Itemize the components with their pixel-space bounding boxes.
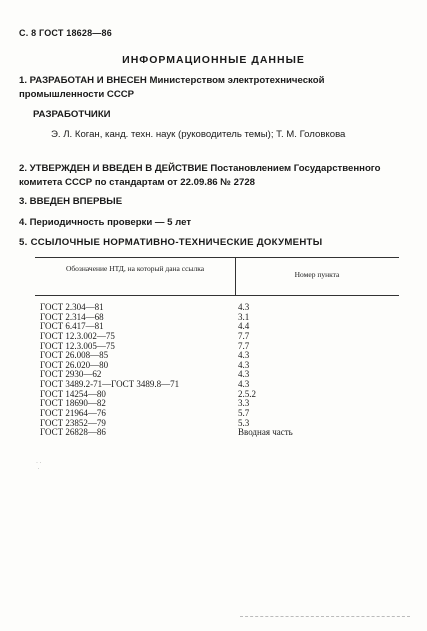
clause-cell: 7.7 (238, 330, 250, 341)
clause-cell: 4.3 (238, 302, 250, 312)
page-title: ИНФОРМАЦИОННЫЕ ДАННЫЕ (122, 54, 305, 66)
document-cell: ГОСТ 26828—86 (40, 427, 106, 438)
clause-cell: 7.7 (238, 340, 250, 351)
document-cell: ГОСТ 2.304—81 (40, 302, 104, 312)
document-cell: ГОСТ 21964—76 (40, 408, 106, 419)
developers-names: Э. Л. Коган, канд. техн. наук (руководитель темы); Т. М. Головкова (51, 129, 346, 140)
section-1-heading: 1. РАЗРАБОТАН И ВНЕСЕН (19, 75, 147, 86)
table-row (35, 428, 399, 438)
section-2 (19, 162, 411, 190)
document-cell: ГОСТ 12.3.005—75 (40, 340, 115, 351)
document-cell: ГОСТ 2.314—68 (40, 311, 104, 322)
clause-cell: 3.1 (238, 311, 250, 322)
table-body (35, 303, 399, 438)
table-header (35, 257, 399, 296)
column-header-clause: Номер пункта (294, 270, 340, 279)
scan-specks: · · · (36, 460, 42, 472)
page-header: С. 8 ГОСТ 18628—86 (19, 28, 112, 38)
document-cell: ГОСТ 23852—79 (40, 417, 106, 428)
section-1-text: Министерством электротехнической промышленности СССР (19, 75, 325, 100)
clause-cell: 4.4 (238, 321, 250, 332)
column-header-document: Обозначение НТД, на который дана ссылка (65, 264, 205, 273)
section-2-heading: 2. УТВЕРЖДЕН И ВВЕДЕН В ДЕЙСТВИЕ (19, 163, 208, 174)
clause-cell: 5.3 (238, 417, 250, 428)
document-cell: ГОСТ 12.3.002—75 (40, 330, 115, 341)
clause-cell: 4.3 (238, 359, 250, 370)
section-3: 3. ВВЕДЕН ВПЕРВЫЕ (19, 196, 123, 207)
clause-cell: 4.3 (238, 369, 250, 380)
clause-cell: 4.3 (238, 350, 250, 361)
document-cell: ГОСТ 3489.2-71—ГОСТ 3489.8—71 (40, 379, 180, 390)
developers-heading: РАЗРАБОТЧИКИ (33, 109, 111, 120)
scan-edge-marks (240, 616, 410, 617)
clause-cell: 4.3 (238, 379, 250, 390)
clause-cell: 5.7 (238, 408, 250, 419)
section-5: 5. ССЫЛОЧНЫЕ НОРМАТИВНО-ТЕХНИЧЕСКИЕ ДОКУМЕНТЫ (19, 237, 323, 248)
clause-cell: 2.5.2 (238, 388, 256, 399)
document-cell: ГОСТ 18690—82 (40, 398, 106, 409)
document-cell: ГОСТ 26.020—80 (40, 359, 109, 370)
clause-cell: Вводная часть (238, 427, 293, 438)
section-2-text: Постановлением Государственного комитета СССР по стандартам от 22.09.86 № 2728 (19, 163, 381, 188)
document-cell: ГОСТ 26.008—85 (40, 350, 109, 361)
document-cell: ГОСТ 2930—62 (40, 369, 102, 380)
section-1 (19, 74, 411, 102)
clause-cell: 3.3 (238, 398, 250, 409)
document-cell: ГОСТ 14254—80 (40, 388, 106, 399)
references-table (35, 257, 399, 438)
document-cell: ГОСТ 6.417—81 (40, 321, 104, 332)
section-4: 4. Периодичность проверки — 5 лет (19, 217, 192, 228)
